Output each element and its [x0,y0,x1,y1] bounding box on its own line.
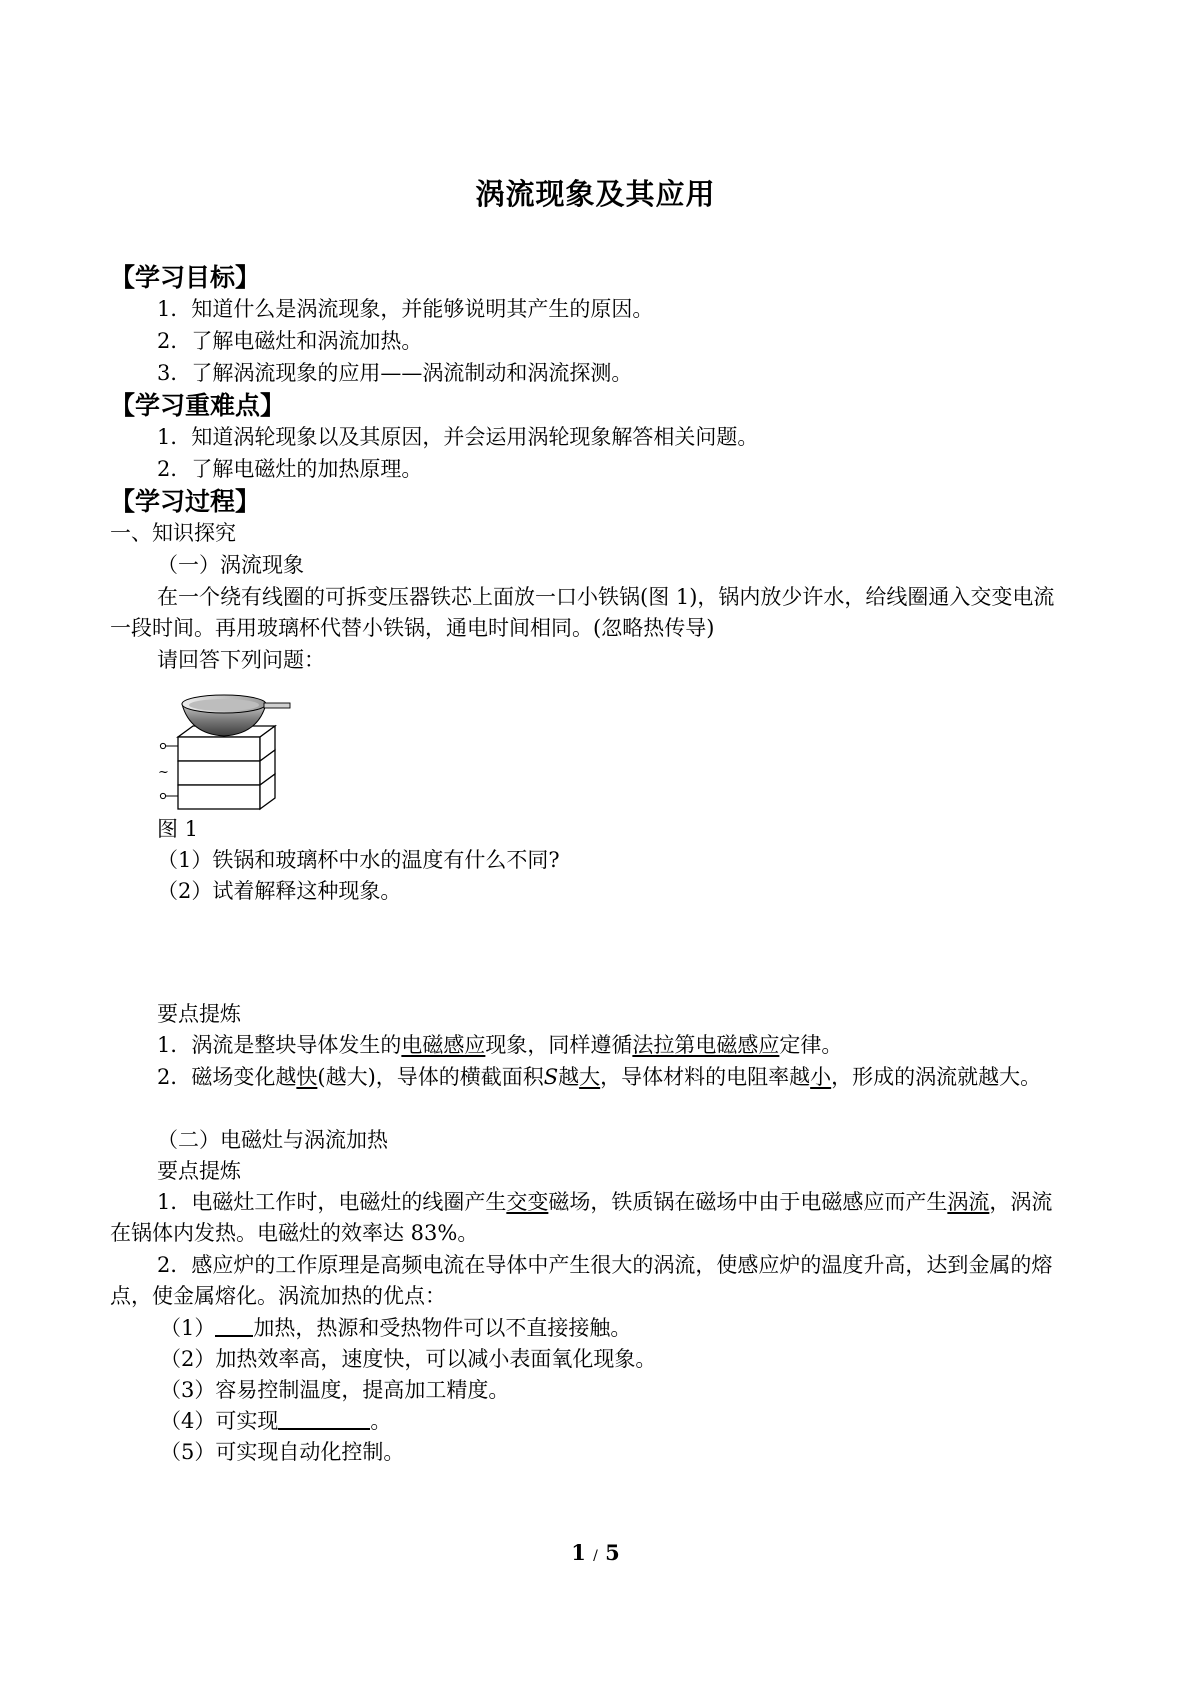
advantage-1-text: 加热，热源和受热物件可以不直接接触。 [253,1316,632,1340]
induction-point-1-text-c: ，涡流在锅体内发热。电磁灶的效率达 83%。 [110,1190,1053,1245]
ac-symbol: ~ [158,765,169,780]
summary-label-2: 要点提炼 [157,1159,241,1183]
page-total: 5 [605,1540,620,1565]
page-number [0,1540,1191,1565]
answer-small: 小 [810,1065,832,1089]
objective-item-3: 3．了解涡流现象的应用——涡流制动和涡流探测。 [157,361,633,385]
answer-electromagnetic-induction: 电磁感应 [401,1033,486,1057]
summary-point-1-text-a: 1．涡流是整块导体发生的 [157,1033,402,1057]
induction-point-1-text-b: 磁场，铁质锅在磁场中由于电磁感应而产生 [548,1190,948,1214]
summary-point-1-text-c: 定律。 [779,1033,843,1057]
summary-point-2-text-c: 越 [558,1065,580,1089]
part1-title: 一、知识探究 [110,521,236,545]
induction-point-2: 2．感应炉的工作原理是高频电流在导体中产生很大的涡流，使感应炉的温度升高，达到金属的熔点，使金属熔化。涡流加热的优点： [110,1253,1053,1308]
summary-point-2-text-a: 2．磁场变化越 [157,1065,297,1089]
objectives-heading: 【学习目标】 [110,263,261,292]
question-1: （1）铁锅和玻璃杯中水的温度有什么不同? [157,848,560,872]
summary-point-1-text-b: 现象，同样遵循 [485,1033,633,1057]
induction-point-1-text-a: 1．电磁灶工作时，电磁灶的线圈产生 [157,1190,507,1214]
fill-blank [278,1408,370,1430]
paragraph-experiment: 在一个绕有线圈的可拆变压器铁芯上面放一口小铁锅(图 1)，锅内放少许水，给线圈通入交变电流一段时间。再用玻璃杯代替小铁锅，通电时间相同。(忽略热传导) [110,585,1055,640]
key-point-item-1: 1．知道涡轮现象以及其原因，并会运用涡轮现象解答相关问题。 [157,425,759,449]
summary-point-2-text-d: ，导体材料的电阻率越 [600,1065,811,1089]
page-title: 涡流现象及其应用 [475,177,716,211]
key-points-heading: 【学习重难点】 [110,391,286,420]
advantage-1 [160,1313,631,1343]
advantage-4 [160,1406,391,1436]
summary-point-2-text-e: ，形成的涡流就越大。 [831,1065,1042,1089]
page-current: 1 [571,1540,586,1565]
fill-blank [215,1315,253,1337]
summary-point-1 [157,1030,842,1060]
advantage-2: （2）加热效率高，速度快，可以减小表面氧化现象。 [160,1347,657,1371]
process-heading: 【学习过程】 [110,487,261,516]
objective-item-2: 2．了解电磁灶和涡流加热。 [157,329,423,353]
symbol-s: S [543,1065,559,1089]
summary-label-1: 要点提炼 [157,1002,241,1026]
section1-title: （一）涡流现象 [157,553,304,577]
advantage-4-suffix: 。 [370,1409,392,1433]
prompt-text: 请回答下列问题： [157,648,325,672]
answer-fast: 快 [296,1065,318,1089]
advantage-1-prefix: （1） [160,1316,216,1340]
advantage-5: （5）可实现自动化控制。 [160,1440,405,1464]
summary-point-2-text-b: (越大)，导体的横截面积 [317,1065,544,1089]
key-point-item-2: 2．了解电磁灶的加热原理。 [157,457,423,481]
summary-point-2 [110,1062,1058,1093]
section2-title: （二）电磁灶与涡流加热 [157,1128,388,1152]
induction-point-1 [110,1187,1058,1249]
answer-faraday-law: 法拉第电磁感应 [632,1033,780,1057]
objective-item-1: 1．知道什么是涡流现象，并能够说明其产生的原因。 [157,297,654,321]
page-separator: / [593,1548,598,1564]
answer-large: 大 [579,1065,601,1089]
advantage-4-prefix: （4）可实现 [160,1409,279,1433]
answer-alternating: 交变 [506,1190,549,1214]
figure-caption: 图 1 [157,817,199,841]
question-2: （2）试着解释这种现象。 [157,879,402,903]
answer-eddy-current: 涡流 [947,1190,990,1214]
advantage-3: （3）容易控制温度，提高加工精度。 [160,1378,510,1402]
